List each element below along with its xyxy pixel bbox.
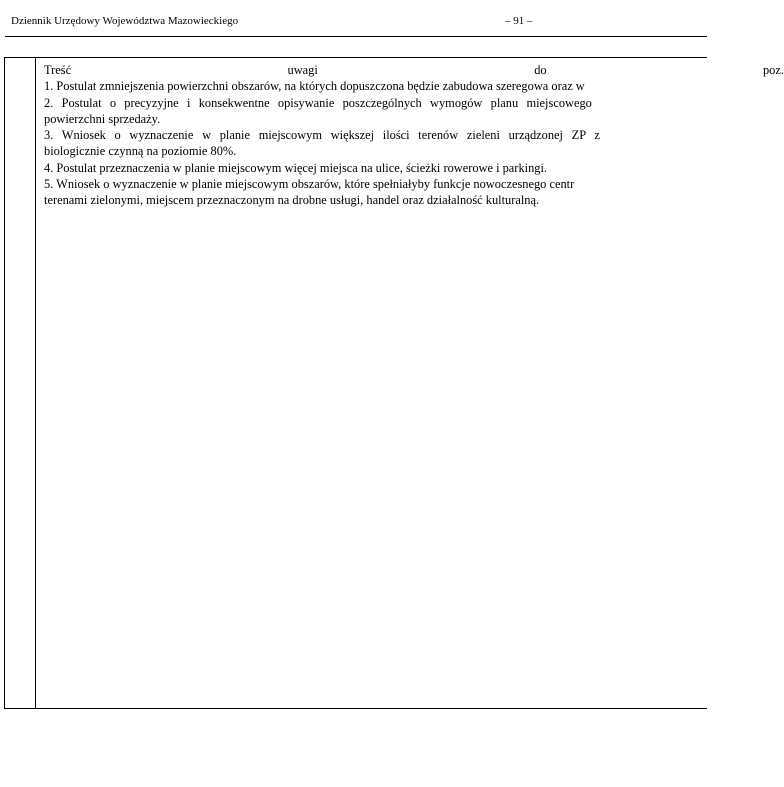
- page-header: [0, 0, 707, 37]
- remark-text: [44, 62, 784, 209]
- table-index-column: [5, 58, 36, 708]
- remark-line: 4. Postulat przeznaczenia w planie miejscowym więcej miejsca na ulice, ścieżki rowerowe i parkingi.: [44, 160, 548, 175]
- heading-word: do: [534, 63, 547, 77]
- remark-line: 1. Postulat zmniejszenia powierzchni obszarów, na których dopuszczona będzie zabudowa szeregowa oraz w: [44, 79, 585, 94]
- remark-line: 2. Postulat o precyzyjne i konsekwentne opisywanie poszczególnych wymogów planu miejscowego: [44, 95, 592, 110]
- remark-line: powierzchni sprzedaży.: [44, 111, 161, 126]
- heading-word: uwagi: [287, 63, 318, 77]
- heading-word: Treść: [44, 63, 72, 77]
- remark-line: biologicznie czynną na poziomie 80%.: [44, 144, 237, 159]
- remark-heading: [44, 62, 784, 78]
- journal-title: Dziennik Urzędowy Województwa Mazowieckiego: [11, 15, 239, 27]
- heading-word: poz.: [762, 63, 784, 77]
- remark-line: 5. Wniosek o wyznaczenie w planie miejscowym obszarów, które spełniałyby funkcje nowoczesnego centr: [44, 177, 575, 192]
- table-content-column: [37, 58, 784, 708]
- remarks-table: [4, 57, 784, 709]
- header-rule: [5, 36, 707, 37]
- remark-line: 3. Wniosek o wyznaczenie w planie miejscowym większej ilości terenów zieleni urządzonej ZP z: [44, 128, 600, 143]
- remark-line: terenami zielonymi, miejscem przeznaczonym na drobne usługi, handel oraz działalność kulturalną.: [44, 193, 540, 208]
- page-number: – 91 –: [505, 15, 533, 27]
